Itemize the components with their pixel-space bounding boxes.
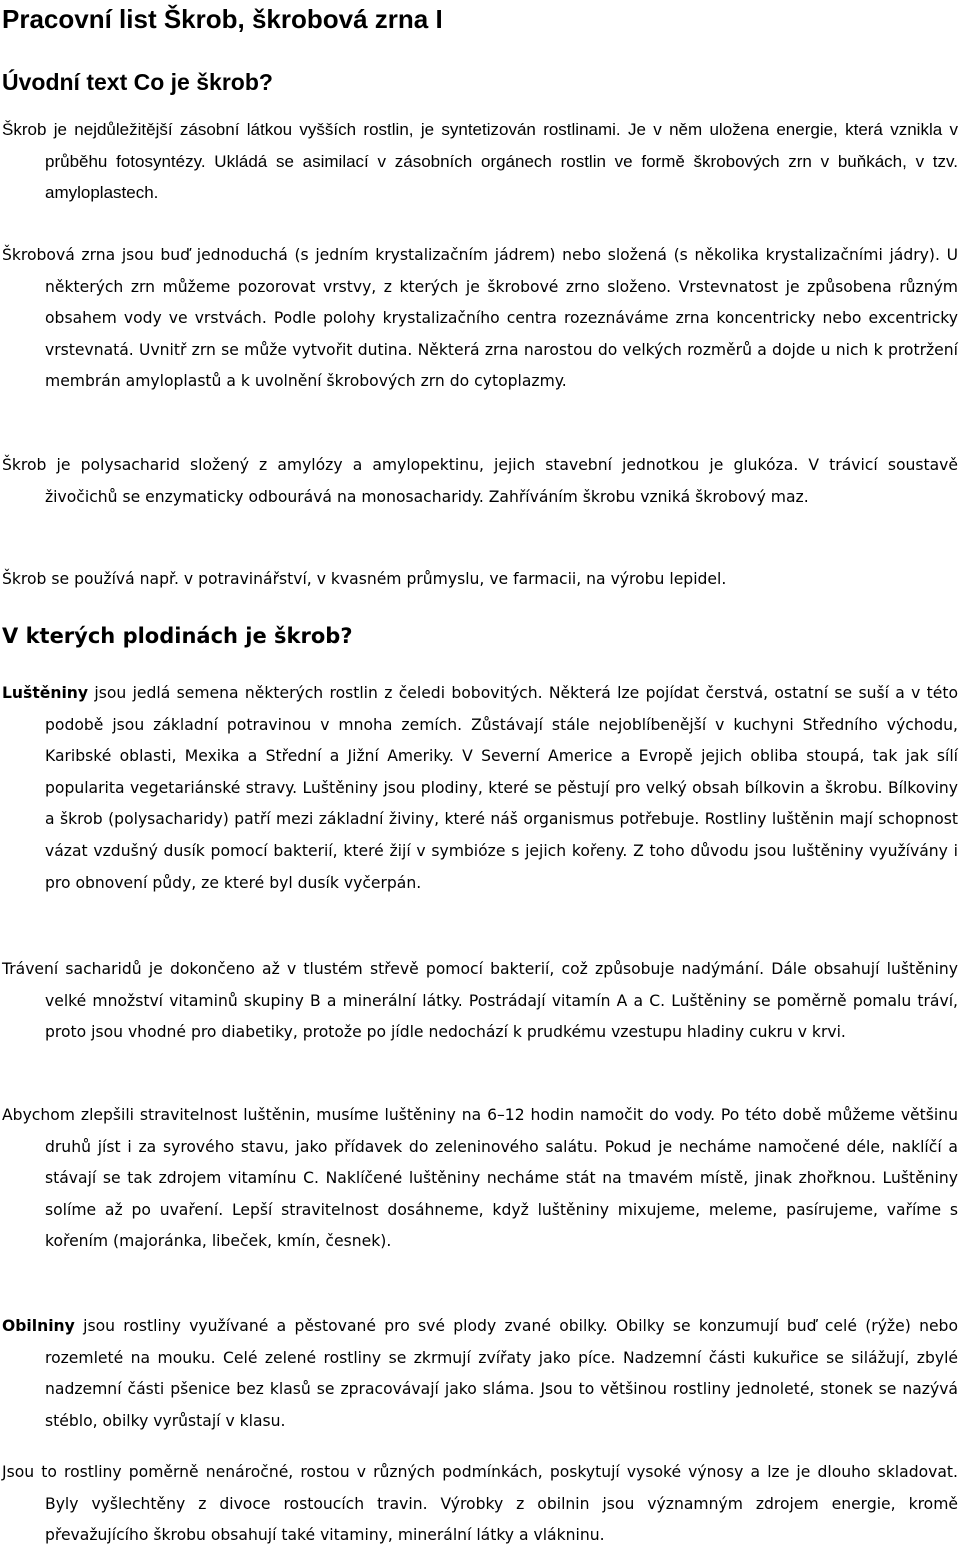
intro-paragraph-starch-definition: Škrob je nejdůležitější zásobní látkou vyšších rostlin, je syntetizován rostlinami. Je v něm uložena energie, která vznikla v průběhu fotosyntézy. Ukládá se asimilací v zásobních orgánech rostlin ve formě škrobových zrn v buňkách, v tzv. amyloplastech.	[2, 120, 958, 203]
cereals-paragraph-1-text: jsou rostliny využívané a pěstované pro své plody zvané obilky. Obilky se konzumují buď celé (rýže) nebo rozemleté na mouku. Celé zelené rostliny se zkrmují zvířaty jako píce. Nadzemní části kukuřice se silážují, zbylé nadzemní části pšenice bez klasů se zpracovávají jako sláma. Jsou to většinou rostliny jednoleté, stonek se nazývá stéblo, obilky vyrůstají v klasu.	[45, 1317, 958, 1430]
intro-heading: Úvodní text Co je škrob?	[2, 69, 273, 95]
intro-paragraph-polysaccharide: Škrob je polysacharid složený z amylózy a amylopektinu, jejich stavební jednotkou je glukóza. V trávicí soustavě živočichů se enzymaticky odbourává na monosacharidy. Zahříváním škrobu vzniká škrobový maz.	[2, 456, 958, 506]
legumes-lead-term: Luštěniny	[2, 684, 89, 702]
legumes-paragraph-1	[2, 678, 958, 899]
legumes-paragraph-2: Trávení sacharidů je dokončeno až v tlustém střevě pomocí bakterií, což způsobuje nadýmání. Dále obsahují luštěniny velké množství vitaminů skupiny B a minerální látky. Postrádají vitamín A a C. Luštěniny se poměrně pomalu tráví, proto jsou vhodné pro diabetiky, protože po jídle nedochází k prudkému vzestupu hladiny cukru v krvi.	[2, 960, 958, 1042]
cereals-paragraph-2: Jsou to rostliny poměrně nenáročné, rostou v různých podmínkách, poskytují vysoké výnosy a lze je dlouho skladovat. Byly vyšlechtěny z divoce rostoucích travin. Výrobky z obilnin jsou významným zdrojem energie, kromě převažujícího škrobu obsahují také vitaminy, minerální látky a vlákninu.	[2, 1463, 958, 1545]
intro-paragraph-starch-grains: Škrobová zrna jsou buď jednoduchá (s jedním krystalizačním jádrem) nebo složená (s několika krystalizačními jádry). U některých zrn můžeme pozorovat vrstvy, z kterých je škrobové zrno složeno. Vrstevnatost je způsobena různým obsahem vody ve vrstvách. Podle polohy krystalizačního centra rozeznáváme zrna koncentricky nebo excentricky vrstevnatá. Uvnitř zrn se může vytvořit dutina. Některá zrna narostou do velkých rozměrů a dojde u nich k protržení membrán amyloplastů a k uvolnění škrobových zrn do cytoplazmy.	[2, 246, 958, 391]
cereals-paragraph-1	[2, 1311, 958, 1437]
intro-paragraph-uses: Škrob se používá např. v potravinářství, v kvasném průmyslu, ve farmacii, na výrobu lepidel.	[2, 570, 727, 588]
legumes-paragraph-1-text: jsou jedlá semena některých rostlin z čeledi bobovitých. Některá lze pojídat čerstvá, ostatní se suší a v této podobě jsou základní potravinou v mnoha zemích. Zůstávají stále nejoblíbenější v kuchyni Středního východu, Karibské oblasti, Mexika a Střední a Jižní Ameriky. V Severní Americe a Evropě jejich obliba stoupá, tak jak sílí popularita vegetariánské stravy. Luštěniny jsou plodiny, které se pěstují pro velký obsah bílkovin a škrobu. Bílkoviny a škrob (polysacharidy) patří mezi základní živiny, které náš organismus potřebuje. Rostliny luštěnin mají schopnost vázat vzdušný dusík pomocí bakterií, které žijí v symbióze s jejich kořeny. Z toho důvodu jsou luštěniny využívány i pro obnovení půdy, ze které byl dusík vyčerpán.	[45, 684, 958, 892]
page-title: Pracovní list Škrob, škrobová zrna I	[2, 4, 443, 34]
legumes-paragraph-3: Abychom zlepšili stravitelnost luštěnin, musíme luštěniny na 6–12 hodin namočit do vody. Po této době můžeme většinu druhů jíst i za syrového stavu, jako přídavek do zeleninového salátu. Pokud je necháme namočené déle, naklíčí a stávají se tak zdrojem vitamínu C. Naklíčené luštěniny necháme stát na tmavém místě, jinak zhořknou. Luštěniny solíme až po uvaření. Lepší stravitelnost dosáhneme, když luštěniny mixujeme, meleme, pasírujeme, vaříme s kořením (majoránka, libeček, kmín, česnek).	[2, 1106, 958, 1251]
cereals-lead-term: Obilniny	[2, 1317, 75, 1335]
section-heading-crops: V kterých plodinách je škrob?	[2, 624, 353, 648]
